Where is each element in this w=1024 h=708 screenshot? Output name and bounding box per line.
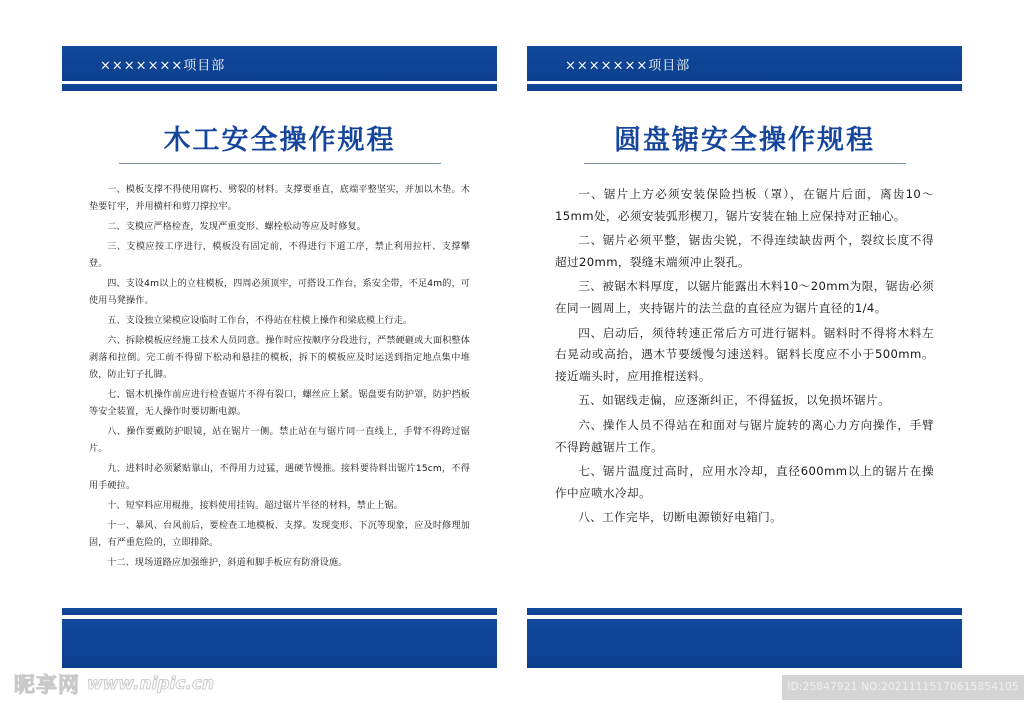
rule-paragraph: 四、启动后，须待转速正常后方可进行锯料。锯料时不得将木料左右晃动或高抬，遇木节要缓慢匀速送料。锯料长度应不小于500mm。接近端头时，应用推棍送料。 [555, 325, 934, 383]
footer-accent-rule [62, 608, 497, 615]
rule-paragraph: 四、支设4m以上的立柱模板，四周必须顶牢，可搭设工作台，系安全带，不足4m的，可使用马凳操作。 [89, 279, 470, 307]
board-header-bar [527, 46, 962, 81]
footer-bar [527, 619, 962, 668]
watermark-brand-text: 昵享网 [14, 673, 80, 697]
title-underline [119, 163, 441, 164]
rule-paragraph: 八、工作完毕，切断电源锁好电箱门。 [578, 510, 783, 525]
board-body [527, 91, 962, 608]
footer-bar [62, 619, 497, 668]
board-title-wrap [549, 91, 940, 164]
board-title-wrap [84, 91, 475, 164]
rule-paragraph: 三、支模应按工序进行，模板没有固定前，不得进行下道工序，禁止利用拉杆、支撑攀登。 [89, 242, 470, 270]
footer-accent-rule [527, 608, 962, 615]
rule-paragraph: 十、短窄料应用棍推，接料使用挂钩。超过锯片半径的材料，禁止上锯。 [107, 501, 403, 512]
board-circular-saw [527, 46, 962, 658]
rule-paragraph: 七、锯片温度过高时，应用水冷却，直径600mm以上的锯片在操作中应喷水冷却。 [555, 464, 934, 500]
title-underline [584, 163, 906, 164]
rule-paragraph: 六、操作人员不得站在和面对与锯片旋转的离心力方向操作，手臂不得跨越锯片工作。 [555, 417, 934, 454]
rule-paragraph: 五、支设独立梁模应设临时工作台，不得站在柱模上操作和梁底模上行走。 [107, 316, 413, 327]
rule-paragraph: 一、锯片上方必须安装保险挡板（罩），在锯片后面，离齿10～15mm处，必须安装弧形楔刀，锯片安装在轴上应保持对正轴心。 [555, 187, 934, 223]
header-accent-rule [527, 84, 962, 91]
rule-paragraph: 十一、暴风、台风前后，要检查工地模板、支撑。发现变形、下沉等现象，应及时修理加固，有严重危险的，立即排除。 [89, 521, 470, 549]
rule-paragraph: 六、拆除模板应经施工技术人员同意。操作时应按顺序分段进行，严禁硬砸或大面积整体剥落和拉倒。完工前不得留下松动和悬挂的模板，拆下的模板应及时运送到指定地点集中堆放，防止钉子扎脚。 [89, 336, 470, 381]
asset-id-badge: ID:25847921 NO:20211115170615854105 [782, 675, 1024, 700]
rule-paragraph: 五、如锯线走偏，应逐渐纠正，不得猛扳，以免损坏锯片。 [578, 393, 891, 408]
board-woodwork [62, 46, 497, 658]
rule-paragraph: 七、锯木机操作前应进行检查锯片不得有裂口，螺丝应上紧。锯盘要有防护罩，防护挡板等安全装置，无人操作时要切断电源。 [89, 390, 470, 418]
rule-paragraph: 十二、现场道路应加强维护，斜道和脚手板应有防滑设施。 [107, 558, 348, 569]
board-content [84, 182, 475, 572]
rule-paragraph: 一、模板支撑不得使用腐朽、劈裂的材料。支撑要垂直，底端平整坚实，并加以木垫。木垫要钉牢，并用横杆和剪刀撑拉牢。 [89, 185, 470, 213]
board-header-label: ×××××××项目部 [565, 58, 691, 73]
rule-paragraph: 九、进料时必须紧贴靠山，不得用力过猛，遇硬节慢推。接料要待料出锯片15cm，不得用手硬拉。 [89, 464, 470, 492]
rule-paragraph: 二、支模应严格检查，发现严重变形、螺栓松动等应及时修复。 [107, 222, 367, 233]
board-header-bar [62, 46, 497, 81]
rule-paragraph: 三、被锯木料厚度，以锯片能露出木料10～20mm为限，锯齿必须在同一圆周上，夹持锯片的法兰盘的直径应为锯片直径的1/4。 [555, 279, 934, 316]
board-body [62, 91, 497, 608]
watermark-url-text: www.nipic.cn [87, 674, 215, 694]
rule-paragraph: 二、锯片必须平整，锯齿尖锐，不得连续缺齿两个，裂纹长度不得超过20mm，裂缝末端须冲止裂孔。 [555, 233, 934, 269]
page-title: 木工安全操作规程 [163, 125, 396, 156]
site-watermark-logo [14, 669, 214, 699]
header-accent-rule [62, 84, 497, 91]
board-content [549, 184, 940, 529]
rule-paragraph: 八、操作要戴防护眼镜，站在锯片一侧。禁止站在与锯片同一直线上，手臂不得跨过锯片。 [89, 427, 470, 455]
page-title: 圆盘锯安全操作规程 [614, 125, 875, 156]
board-header-label: ×××××××项目部 [100, 58, 226, 73]
